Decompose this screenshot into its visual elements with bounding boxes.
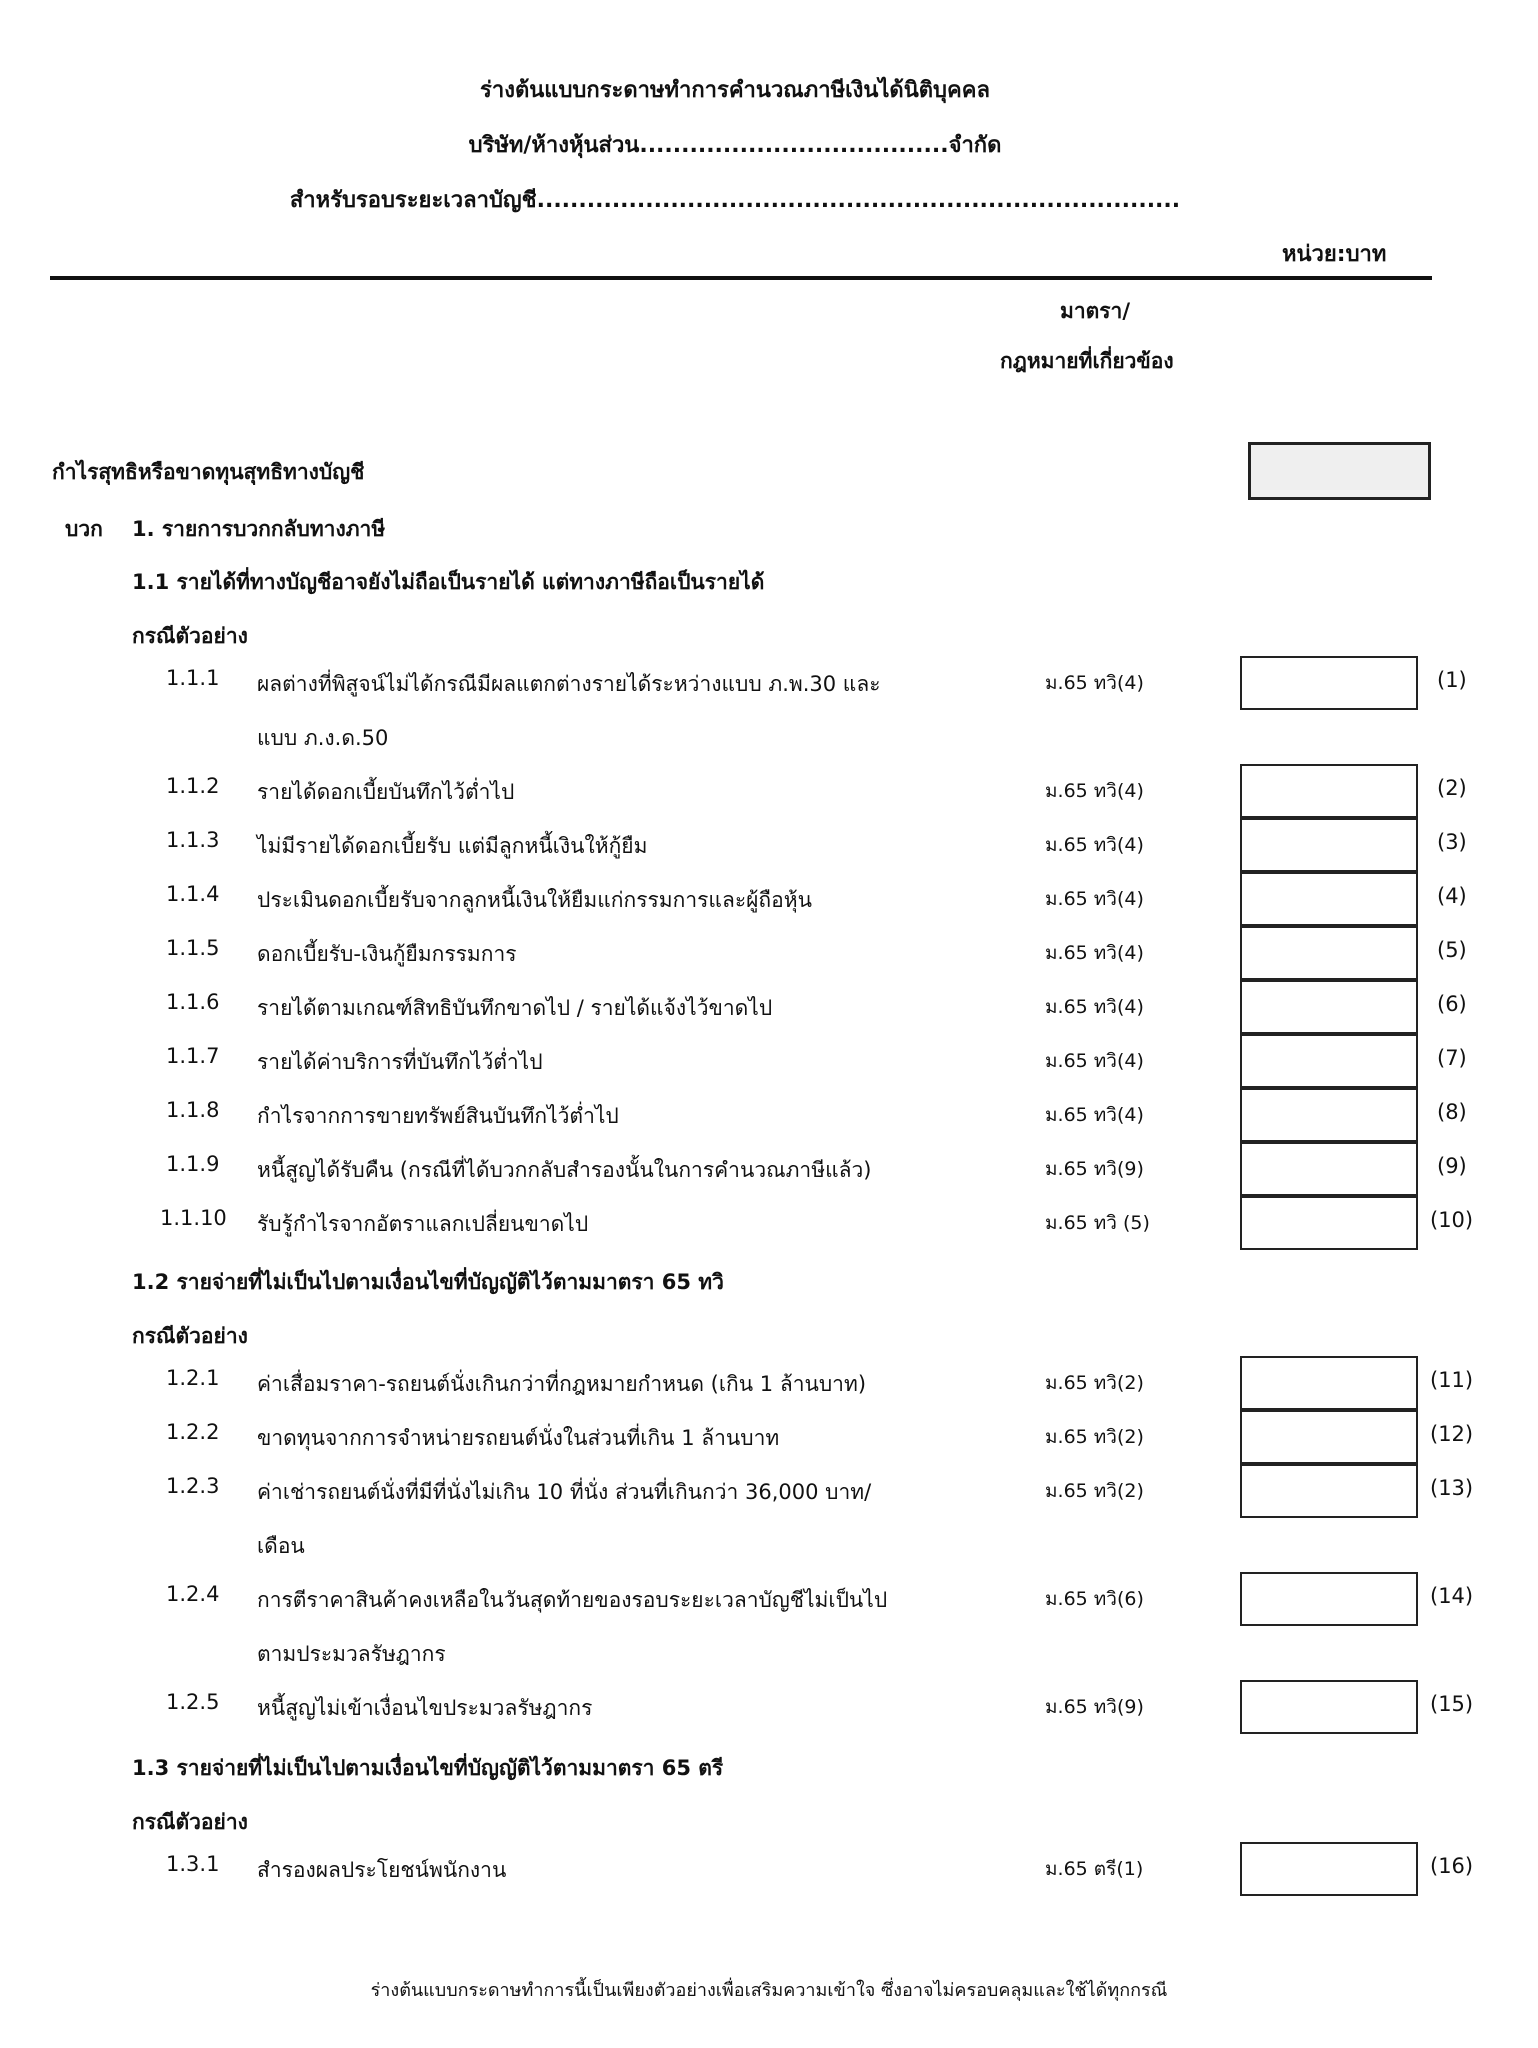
amount-input-box[interactable] — [1240, 1572, 1418, 1626]
row-reference-number: (10) — [1430, 1208, 1474, 1232]
item-description: รายได้ค่าบริการที่บันทึกไว้ต่ำไป — [257, 1050, 543, 1074]
document-title: ร่างต้นแบบกระดาษทำการคำนวณภาษีเงินได้นิติบุคคล — [480, 78, 990, 103]
item-description: ประเมินดอกเบี้ยรับจากลูกหนี้เงินให้ยืมแก่กรรมการและผู้ถือหุ้น — [257, 888, 812, 912]
row-reference-number: (6) — [1437, 992, 1467, 1016]
item-number: 1.2.4 — [166, 1582, 220, 1606]
law-reference: ม.65 ทวิ(2) — [1045, 1372, 1144, 1394]
item-description: หนี้สูญไม่เข้าเงื่อนไขประมวลรัษฎากร — [257, 1696, 593, 1720]
law-reference: ม.65 ทวิ(4) — [1045, 996, 1144, 1018]
law-reference: ม.65 ทวิ(2) — [1045, 1480, 1144, 1502]
row-reference-number: (11) — [1430, 1368, 1474, 1392]
row-reference-number: (8) — [1437, 1100, 1467, 1124]
row-reference-number: (7) — [1437, 1046, 1467, 1070]
row-reference-number: (12) — [1430, 1422, 1474, 1446]
amount-input-box[interactable] — [1240, 1142, 1418, 1196]
section-1-1-heading: 1.1 รายได้ที่ทางบัญชีอาจยังไม่ถือเป็นรายได้ แต่ทางภาษีถือเป็นรายได้ — [132, 570, 765, 594]
footer-note: ร่างต้นแบบกระดาษทำการนี้เป็นเพียงตัวอย่างเพื่อเสริมความเข้าใจ ซึ่งอาจไม่ครอบคลุมและใช้ได้ทุกกรณี — [370, 1980, 1168, 2001]
law-reference: ม.65 ทวิ(4) — [1045, 942, 1144, 964]
item-description: รับรู้กำไรจากอัตราแลกเปลี่ยนขาดไป — [257, 1212, 589, 1236]
row-reference-number: (3) — [1437, 830, 1467, 854]
amount-input-box[interactable] — [1240, 980, 1418, 1034]
law-reference: ม.65 ทวิ(4) — [1045, 888, 1144, 910]
item-number: 1.1.8 — [166, 1098, 220, 1122]
net-profit-label: กำไรสุทธิหรือขาดทุนสุทธิทางบัญชี — [52, 460, 365, 484]
add-heading: 1. รายการบวกกลับทางภาษี — [132, 517, 386, 541]
amount-input-box[interactable] — [1240, 764, 1418, 818]
item-number: 1.1.7 — [166, 1044, 220, 1068]
period-line: สำหรับรอบระยะเวลาบัญชี............................................................................. — [289, 188, 1181, 213]
item-number: 1.1.4 — [166, 882, 220, 906]
amount-input-box[interactable] — [1240, 1842, 1418, 1896]
amount-input-box[interactable] — [1240, 656, 1418, 710]
amount-input-box[interactable] — [1240, 1410, 1418, 1464]
section-1-3-heading: 1.3 รายจ่ายที่ไม่เป็นไปตามเงื่อนไขที่บัญญัติไว้ตามมาตรา 65 ตรี — [132, 1756, 724, 1780]
company-line: บริษัท/ห้างหุ้นส่วน.....................................จำกัด — [468, 133, 1002, 158]
net-profit-input-box[interactable] — [1248, 442, 1431, 500]
item-description-continued: แบบ ภ.ง.ด.50 — [257, 726, 389, 750]
law-reference: ม.65 ทวิ(4) — [1045, 1050, 1144, 1072]
row-reference-number: (14) — [1430, 1584, 1474, 1608]
law-reference: ม.65 ทวิ(6) — [1045, 1588, 1144, 1610]
law-reference: ม.65 ตรี(1) — [1045, 1858, 1144, 1880]
unit-label: หน่วย:บาท — [1282, 242, 1387, 267]
item-description: ผลต่างที่พิสูจน์ไม่ได้กรณีมีผลแตกต่างรายได้ระหว่างแบบ ภ.พ.30 และ — [257, 672, 881, 696]
item-description: กำไรจากการขายทรัพย์สินบันทึกไว้ต่ำไป — [257, 1104, 619, 1128]
item-description: การตีราคาสินค้าคงเหลือในวันสุดท้ายของรอบระยะเวลาบัญชีไม่เป็นไป — [257, 1588, 888, 1612]
section-1-3-example: กรณีตัวอย่าง — [132, 1810, 248, 1834]
row-reference-number: (13) — [1430, 1476, 1474, 1500]
amount-input-box[interactable] — [1240, 1464, 1418, 1518]
item-description: สำรองผลประโยชน์พนักงาน — [257, 1858, 507, 1882]
item-number: 1.1.6 — [166, 990, 220, 1014]
law-reference: ม.65 ทวิ(2) — [1045, 1426, 1144, 1448]
law-reference: ม.65 ทวิ(4) — [1045, 834, 1144, 856]
law-column-header-line2: กฎหมายที่เกี่ยวข้อง — [1000, 349, 1174, 373]
item-number: 1.1.10 — [160, 1206, 227, 1230]
item-number: 1.1.5 — [166, 936, 220, 960]
item-number: 1.2.3 — [166, 1474, 220, 1498]
row-reference-number: (15) — [1430, 1692, 1474, 1716]
row-reference-number: (5) — [1437, 938, 1467, 962]
item-description: ไม่มีรายได้ดอกเบี้ยรับ แต่มีลูกหนี้เงินให้กู้ยืม — [257, 834, 648, 858]
law-reference: ม.65 ทวิ(9) — [1045, 1158, 1144, 1180]
amount-input-box[interactable] — [1240, 1196, 1418, 1250]
item-number: 1.2.1 — [166, 1366, 220, 1390]
item-number: 1.3.1 — [166, 1852, 220, 1876]
item-number: 1.2.2 — [166, 1420, 220, 1444]
header-rule — [50, 276, 1432, 280]
add-prefix: บวก — [65, 517, 103, 541]
section-1-1-example: กรณีตัวอย่าง — [132, 624, 248, 648]
law-reference: ม.65 ทวิ(4) — [1045, 780, 1144, 802]
law-column-header-line1: มาตรา/ — [1060, 299, 1131, 323]
amount-input-box[interactable] — [1240, 1356, 1418, 1410]
amount-input-box[interactable] — [1240, 1680, 1418, 1734]
section-1-2-example: กรณีตัวอย่าง — [132, 1324, 248, 1348]
amount-input-box[interactable] — [1240, 1034, 1418, 1088]
item-description: รายได้ตามเกณฑ์สิทธิบันทึกขาดไป / รายได้แจ้งไว้ขาดไป — [257, 996, 773, 1020]
item-number: 1.1.9 — [166, 1152, 220, 1176]
law-reference: ม.65 ทวิ(4) — [1045, 672, 1144, 694]
row-reference-number: (4) — [1437, 884, 1467, 908]
section-1-2-heading: 1.2 รายจ่ายที่ไม่เป็นไปตามเงื่อนไขที่บัญญัติไว้ตามมาตรา 65 ทวิ — [132, 1270, 724, 1294]
item-description: หนี้สูญได้รับคืน (กรณีที่ได้บวกกลับสำรองนั้นในการคำนวณภาษีแล้ว) — [257, 1158, 872, 1182]
row-reference-number: (9) — [1437, 1154, 1467, 1178]
item-number: 1.1.3 — [166, 828, 220, 852]
law-reference: ม.65 ทวิ(9) — [1045, 1696, 1144, 1718]
row-reference-number: (2) — [1437, 776, 1467, 800]
law-reference: ม.65 ทวิ(4) — [1045, 1104, 1144, 1126]
amount-input-box[interactable] — [1240, 872, 1418, 926]
amount-input-box[interactable] — [1240, 1088, 1418, 1142]
item-description: ขาดทุนจากการจำหน่ายรถยนต์นั่งในส่วนที่เกิน 1 ล้านบาท — [257, 1426, 780, 1450]
row-reference-number: (1) — [1437, 668, 1467, 692]
amount-input-box[interactable] — [1240, 818, 1418, 872]
amount-input-box[interactable] — [1240, 926, 1418, 980]
item-number: 1.2.5 — [166, 1690, 220, 1714]
item-number: 1.1.2 — [166, 774, 220, 798]
item-description: ค่าเสื่อมราคา-รถยนต์นั่งเกินกว่าที่กฎหมายกำหนด (เกิน 1 ล้านบาท) — [257, 1372, 867, 1396]
row-reference-number: (16) — [1430, 1854, 1474, 1878]
law-reference: ม.65 ทวิ (5) — [1045, 1212, 1150, 1234]
item-description-continued: ตามประมวลรัษฎากร — [257, 1642, 446, 1666]
item-description: ดอกเบี้ยรับ-เงินกู้ยืมกรรมการ — [257, 942, 517, 966]
item-number: 1.1.1 — [166, 666, 220, 690]
item-description: รายได้ดอกเบี้ยบันทึกไว้ต่ำไป — [257, 780, 515, 804]
item-description-continued: เดือน — [257, 1534, 305, 1558]
item-description: ค่าเช่ารถยนต์นั่งที่มีที่นั่งไม่เกิน 10 ที่นั่ง ส่วนที่เกินกว่า 36,000 บาท/ — [257, 1480, 872, 1504]
